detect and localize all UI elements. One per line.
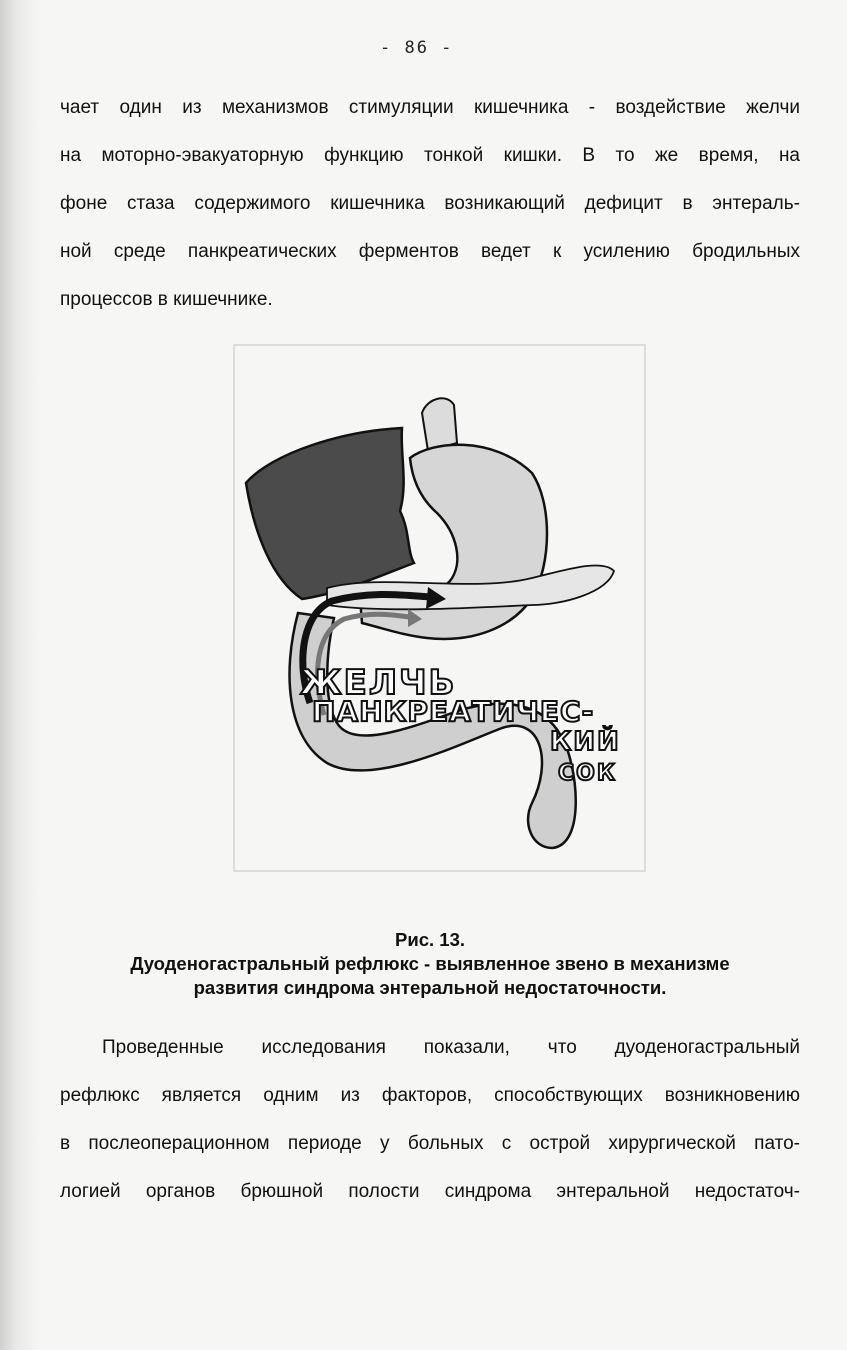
caption-line: Дуоденогастральный рефлюкс - выявленное звено в механизме [130,953,730,974]
figure-label-bile: ЖЕЛЧЬ [300,663,457,703]
esophagus-shape [422,398,457,451]
paragraph-line: чает один из механизмов стимуляции кишечника - воздействие желчи [60,97,800,118]
paragraph-line: в послеоперационном периоде у больных с острой хирургической пато- [60,1133,800,1154]
figure-caption [60,928,800,1000]
figure-label-kiy: КИЙ [550,727,621,757]
paragraph-line: ной среде панкреатических ферментов ведет к усилению бродильных [60,241,800,262]
paragraph-1 [60,84,800,324]
paragraph-line: логией органов брюшной полости синдрома энтеральной недостаточ- [60,1181,800,1202]
digestive-organs-drawing [232,343,647,873]
figure-13-illustration [232,343,647,873]
page-edge-shadow [0,0,40,1350]
caption-title: Рис. 13. [395,929,465,950]
caption-line: развития синдрома энтеральной недостаточности. [193,977,667,998]
paragraph-line: процессов в кишечнике. [60,289,273,310]
figure-label-pancreatic: ПАНКРЕАТИЧЕС- [312,695,595,728]
paragraph-line: на моторно-эвакуаторную функцию тонкой кишки. В то же время, на [60,145,800,166]
intestine-shape [290,613,576,848]
paragraph-line: фоне стаза содержимого кишечника возникающий дефицит в энтераль- [60,193,800,214]
liver-shape [246,428,414,599]
paragraph-2 [60,1024,800,1216]
figure-label-juice: СОК [558,761,617,786]
paragraph-line: Проведенные исследования показали, что дуоденогастральный [102,1037,800,1058]
page-number: - 86 - [380,38,454,58]
paragraph-line: рефлюкс является одним из факторов, способствующих возникновению [60,1085,800,1106]
